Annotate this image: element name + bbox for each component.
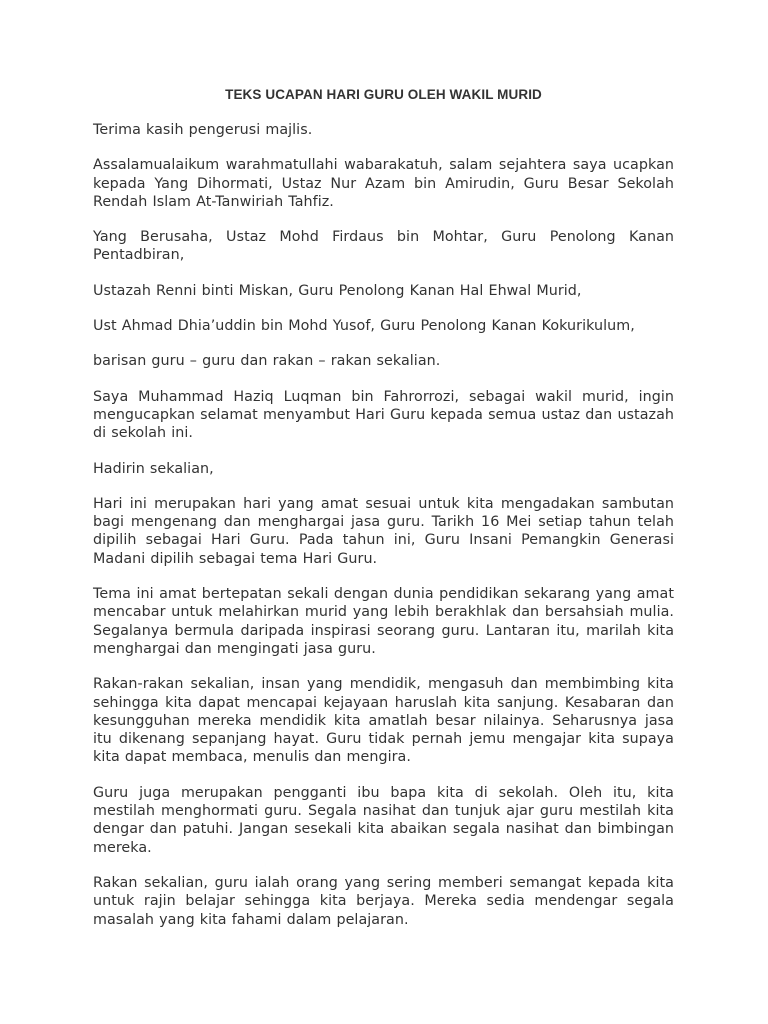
paragraph-teachers-day: Hari ini merupakan hari yang amat sesuai untuk kita mengadakan sambutan bagi mengenang dan menghargai jasa guru. Tarikh 16 Mei setiap tahun telah dipilih sebagai Hari Guru. Pada tahun ini, Guru Insani Pemangkin Generasi Madani dipilih sebagai tema Hari Guru.: [93, 495, 674, 567]
document-title: TEKS UCAPAN HARI GURU OLEH WAKIL MURID: [225, 87, 542, 102]
paragraph-audience: Hadirin sekalian,: [93, 460, 214, 477]
paragraph-salutation-headmaster: Assalamualaikum warahmatullahi wabarakatuh, salam sejahtera saya ucapkan kepada Yang Dihormati, Ustaz Nur Azam bin Amirudin, Guru Besar Sekolah Rendah Islam At-Tanwiriah Tahfiz.: [93, 157, 674, 210]
paragraph-salutation-admin: Yang Berusaha, Ustaz Mohd Firdaus bin Mohtar, Guru Penolong Kanan Pentadbiran,: [93, 229, 674, 264]
paragraph-encouragement: Rakan sekalian, guru ialah orang yang sering memberi semangat kepada kita untuk rajin belajar sehingga kita berjaya. Mereka sedia mendengar segala masalah yang kita fahami dalam pelajaran.: [93, 874, 674, 928]
paragraph-respect: Guru juga merupakan pengganti ibu bapa kita di sekolah. Oleh itu, kita mestilah menghormati guru. Segala nasihat dan tunjuk ajar guru mestilah kita dengar dan patuhi. Jangan sesekali kita abaikan segala nasihat dan bimbingan mereka.: [93, 784, 674, 856]
paragraph-greeting-chair: Terima kasih pengerusi majlis.: [93, 122, 313, 138]
paragraph-salutation-student-affairs: Ustazah Renni binti Miskan, Guru Penolong Kanan Hal Ehwal Murid,: [93, 282, 582, 299]
paragraph-salutation-teachers-friends: barisan guru – guru dan rakan – rakan sekalian.: [93, 353, 441, 370]
paragraph-introduction: Saya Muhammad Haziq Luqman bin Fahrorrozi, sebagai wakil murid, ingin mengucapkan selamat menyambut Hari Guru kepada semua ustaz dan ustazah di sekolah ini.: [93, 388, 674, 442]
paragraph-appreciation: Rakan-rakan sekalian, insan yang mendidik, mengasuh dan membimbing kita sehingga kita dapat mencapai kejayaan haruslah kita sanjung. Kesabaran dan kesungguhan mereka mendidik kita amatlah besar nilainya. Seharusnya jasa itu dikenang sepanjang hayat. Guru tidak pernah jemu mengajar kita supaya kita dapat membaca, menulis dan mengira.: [93, 676, 674, 766]
paragraph-salutation-cocurriculum: Ust Ahmad Dhia’uddin bin Mohd Yusof, Guru Penolong Kanan Kokurikulum,: [93, 318, 635, 335]
paragraph-theme: Tema ini amat bertepatan sekali dengan dunia pendidikan sekarang yang amat mencabar untuk melahirkan murid yang lebih berakhlak dan bersahsiah mulia. Segalanya bermula daripada inspirasi seorang guru. Lantaran itu, marilah kita menghargai dan mengingati jasa guru.: [93, 586, 674, 657]
